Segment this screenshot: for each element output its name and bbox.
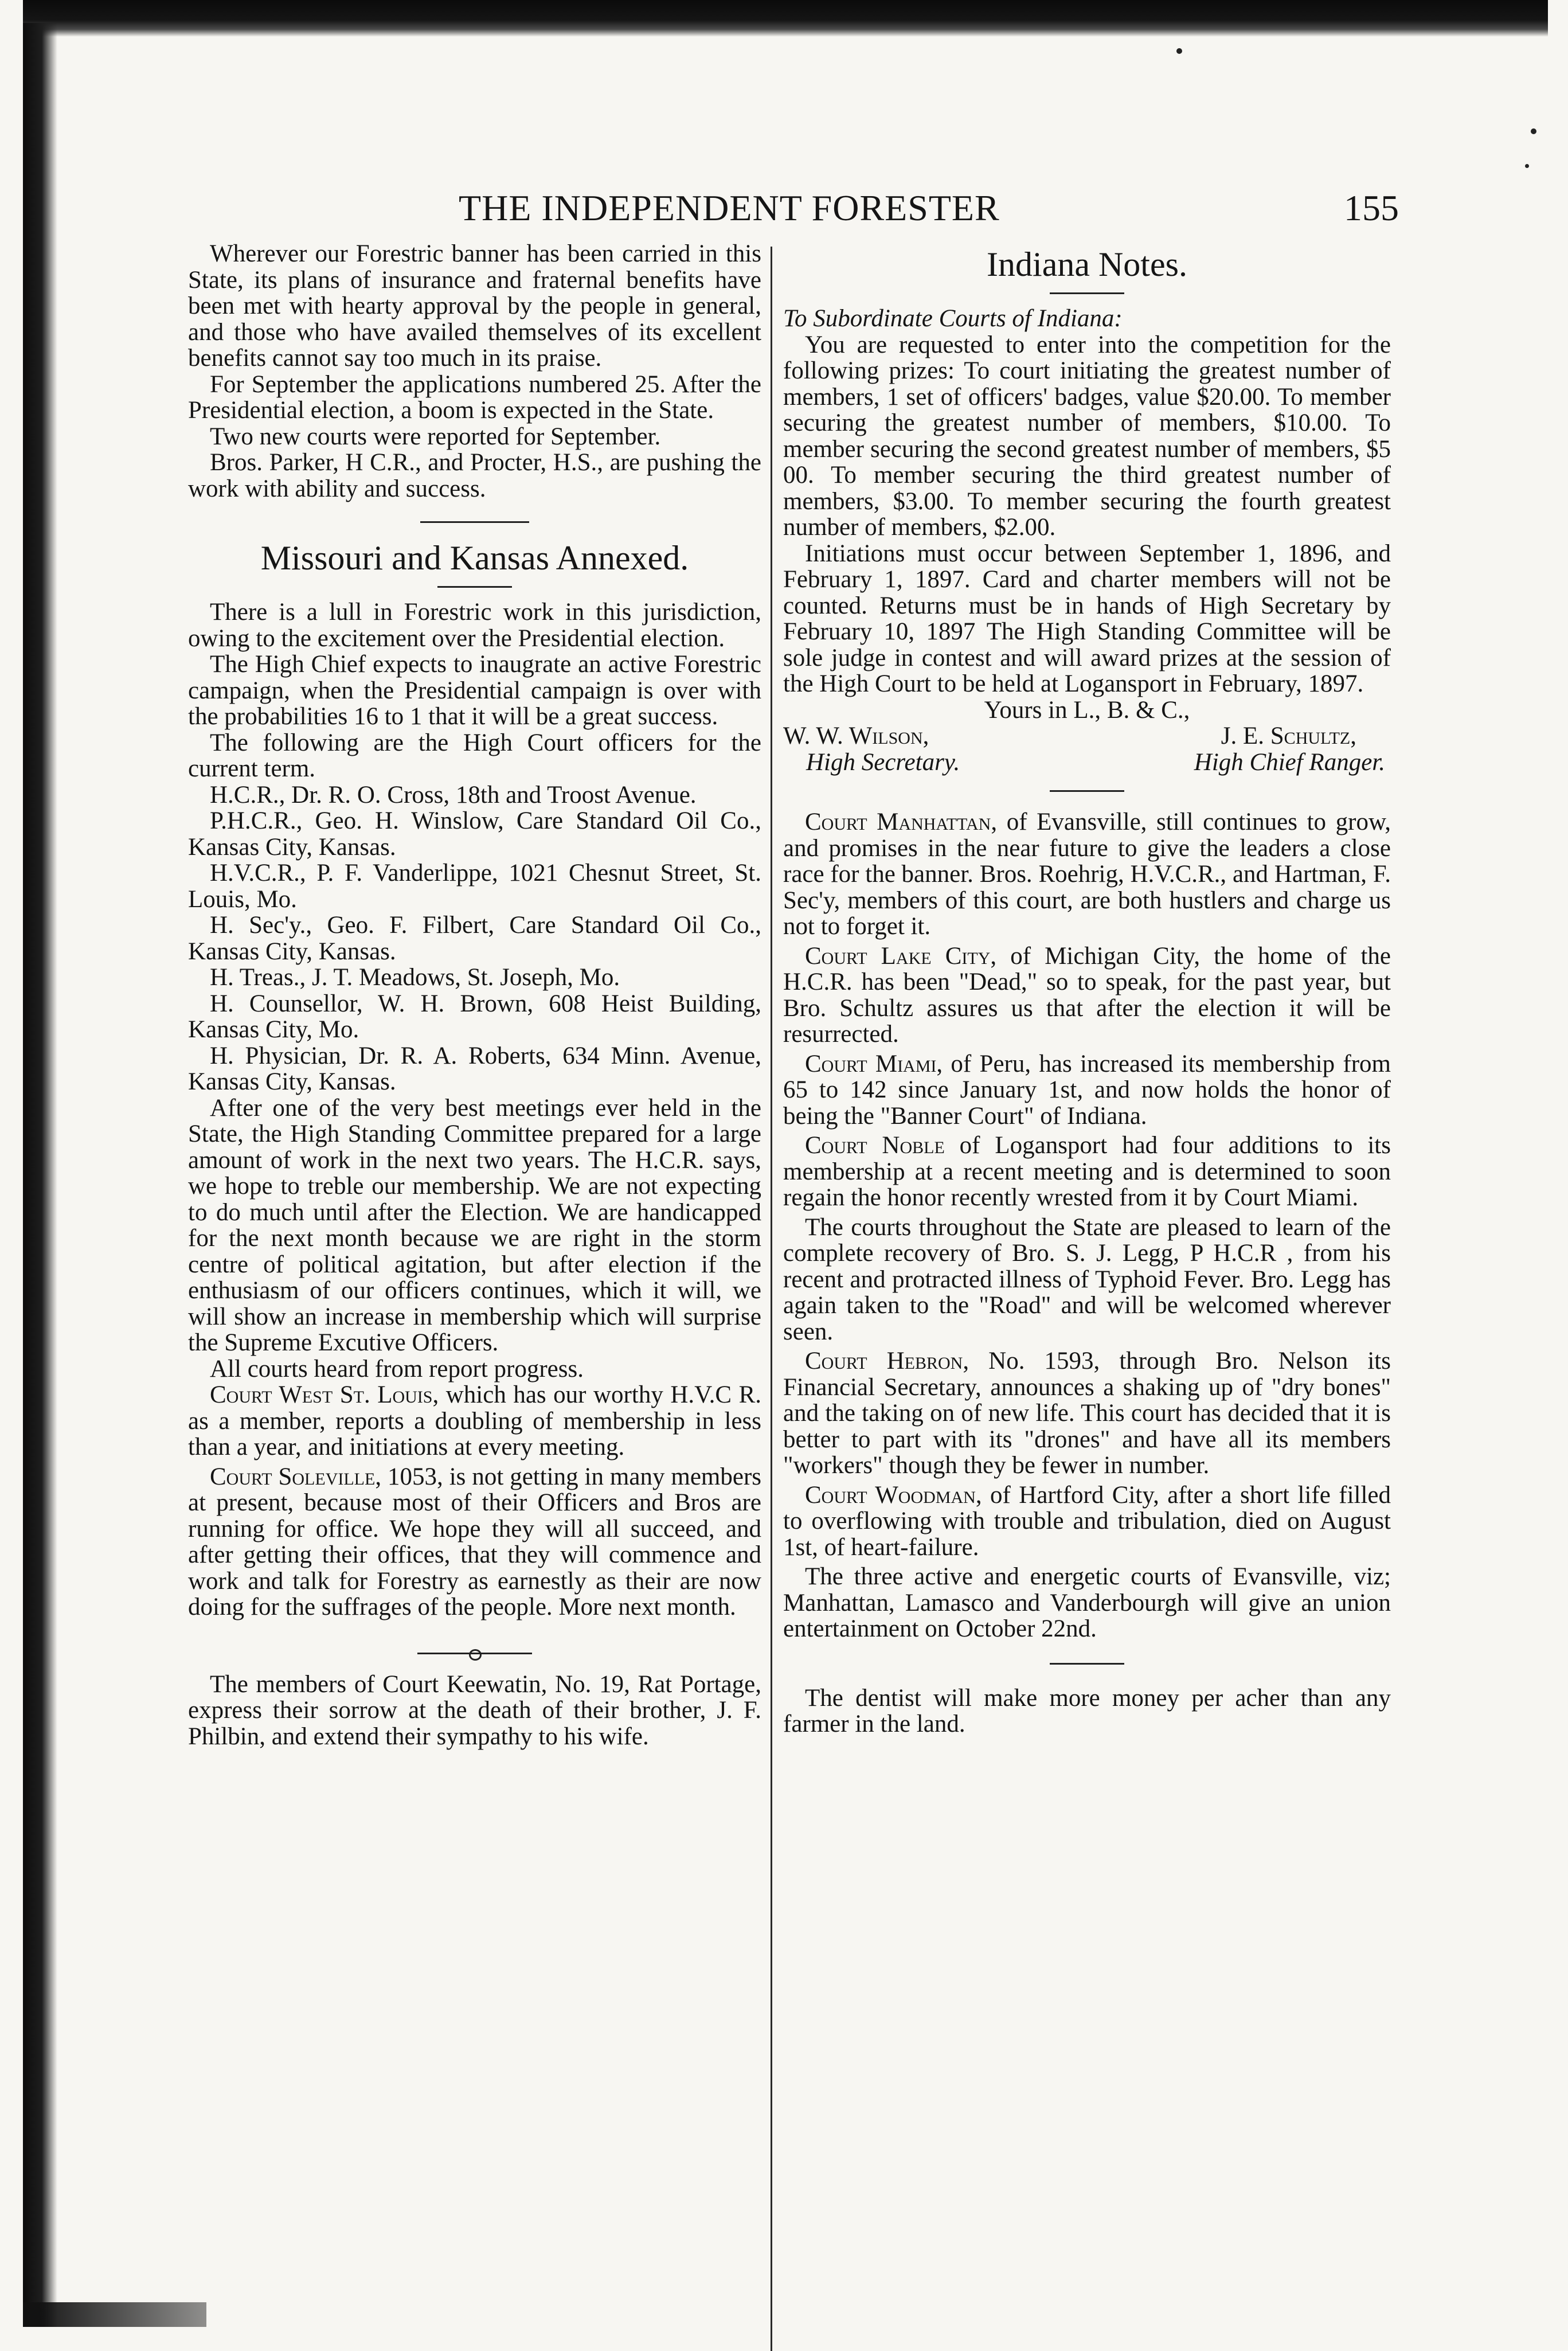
court-item (783, 1482, 1391, 1561)
right-column (783, 241, 1391, 1737)
court-item (783, 1132, 1391, 1211)
officer-entry: P.H.C.R., Geo. H. Winslow, Care Standard Oil Co., Kansas City, Kansas. (188, 807, 761, 861)
signature-names (783, 723, 1391, 749)
section-heading-missouri: Missouri and Kansas Annexed. (260, 539, 689, 577)
court-name: Court Noble (805, 1132, 945, 1159)
signature-titles (783, 749, 1391, 776)
court-text: of Logansport had four additions to its membership at a recent meeting and is determined to soon regain the honor recently wrested from it by Court Miami. (783, 1132, 1391, 1211)
heading-rule (437, 586, 512, 588)
paragraph: There is a lull in Forestric work in this jurisdiction, owing to the excitement over the Presidential election. (188, 599, 761, 652)
officer-entry: H. Physician, Dr. R. A. Roberts, 634 Minn. Avenue, Kansas City, Kansas. (188, 1042, 761, 1095)
court-text: The courts throughout the State are pleased to learn of the complete recovery of Bro. S. J. Legg, P H.C.R , from his recent and protracted illness of Typhoid Fever. Bro. Legg has again taken to the "Road" and will be welcomed wherever seen. (783, 1213, 1391, 1345)
paragraph: Bros. Parker, H C.R., and Procter, H.S., are pushing the work with ability and success. (188, 449, 761, 502)
paragraph: The following are the High Court officers for the current term. (188, 729, 761, 782)
court-text: , 1053, is not getting in many members at present, because most of their Officers and Bros are running for office. We hope they will all succeed, and after getting their offices, that they will commence and work and talk for Forestry as earnestly as their are now doing for the suffrages of the people. More next month. (188, 1463, 762, 1620)
scan-border-bottom (23, 2302, 206, 2327)
court-text: The three active and energetic courts of Evansville, viz; Manhattan, Lamasco and Vanderbourgh will give an union entertainment on October 22nd. (783, 1563, 1391, 1642)
signature-title: High Chief Ranger. (1194, 748, 1385, 776)
paragraph: Initiations must occur between September 1, 1896, and February 1, 1897. Card and charter members will not be counted. Returns must be in hands of High Secretary by February 10, 1897 The High Standing Committee will be sole judge in contest and will award prizes at the session of the High Court to be held at Logansport in February, 1897. (783, 540, 1391, 697)
officer-entry: H. Counsellor, W. H. Brown, 608 Heist Building, Kansas City, Mo. (188, 990, 761, 1043)
court-text: , of Hartford City, after a short life filled to overflowing with trouble and tribulation, died on August 1st, of heart-failure. (783, 1481, 1391, 1561)
court-name: Court Hebron (805, 1348, 963, 1374)
scan-speck (1531, 128, 1536, 134)
court-text: , No. 1593, through Bro. Nelson its Financial Secretary, announces a shaking up of "dry bones" and the taking on of new life. This court has decided that it is better to part with its "drones" and have all its members "workers" though they be fewer in number. (783, 1348, 1391, 1479)
court-item (783, 1348, 1391, 1479)
court-item (783, 1564, 1391, 1642)
court-name: Court Manhattan (805, 809, 991, 835)
paragraph: You are requested to enter into the competition for the following prizes: To court initiating the greatest number of members, 1 set of officers' badges, value $20.00. To member securing the greatest number of members, $10.00. To member securing the second greatest number of members, $5 00. To member securing the third greatest number of members, $3.00. To member securing the fourth greatest number of members, $2.00. (783, 331, 1391, 541)
court-name: Court Lake City (805, 942, 991, 970)
ornamental-divider (417, 1653, 532, 1654)
court-item (188, 1382, 761, 1460)
closing-line: Yours in L., B. & C., (984, 696, 1190, 724)
court-item (783, 1051, 1391, 1130)
paragraph: For September the applications numbered 25. After the Presidential election, a boom is expected in the State. (188, 370, 761, 424)
column-rule (771, 247, 772, 2351)
court-item (783, 1214, 1391, 1345)
closing-note: The dentist will make more money per acher than any farmer in the land. (783, 1684, 1391, 1737)
paragraph: Two new courts were reported for September. (210, 423, 661, 450)
section-heading-indiana: Indiana Notes. (987, 245, 1187, 283)
court-name: Court West St. Louis (210, 1381, 433, 1408)
officer-entry: H.V.C.R., P. F. Vanderlippe, 1021 Chesnut Street, St. Louis, Mo. (188, 860, 761, 913)
court-text: , of Evansville, still continues to grow, and promises in the near future to give the leaders a close race for the banner. Bros. Roehrig, H.V.C.R., and Hartman, F. Sec'y, members of this court, are both hustlers and charge us not to forget it. (783, 809, 1391, 940)
section-rule (1050, 790, 1124, 792)
paragraph: The High Chief expects to inaugrate an active Forestric campaign, when the Presidential campaign is over with the probabilities 16 to 1 that it will be a great success. (188, 651, 761, 730)
court-item (783, 943, 1391, 1048)
paragraph: Wherever our Forestric banner has been carried in this State, its plans of insurance and fraternal benefits have been met with hearty approval by the people in general, and those who have availed themselves of its excellent benefits cannot say too much in its praise. (188, 240, 761, 372)
page-number: 155 (1344, 188, 1399, 228)
court-item (188, 1464, 761, 1620)
journal-title: THE INDEPENDENT FORESTER (459, 188, 1000, 228)
running-head (189, 187, 1399, 244)
left-column (188, 241, 761, 1749)
court-item (783, 809, 1391, 940)
court-text: , of Peru, has increased its membership from 65 to 142 since January 1st, and now holds the honor of being the "Banner Court" of Indiana. (783, 1050, 1391, 1130)
salutation: To Subordinate Courts of Indiana: (783, 305, 1123, 332)
court-text: , of Michigan City, the home of the H.C.R. has been "Dead," so to speak, for the past year, but Bro. Schultz assures us that after the election it will be resurrected. (783, 942, 1391, 1048)
court-name: Court Miami (805, 1050, 937, 1077)
signature-title: High Secretary. (806, 748, 960, 776)
officer-entry: H. Sec'y., Geo. F. Filbert, Care Standard Oil Co., Kansas City, Kansas. (188, 912, 761, 965)
heading-rule (1050, 292, 1124, 294)
paragraph: After one of the very best meetings ever held in the State, the High Standing Committee prepared for a large amount of work in the next two years. The H.C.R. says, we hope to treble our membership. We are not expecting to do much until after the Election. We are handicapped for the next month because we are right in the storm centre of political agitation, but after election if the enthusiasm of our officers continues, which it will, we will show an increase in membership which will surprise the Supreme Excutive Officers. (188, 1094, 761, 1356)
scan-speck (1525, 164, 1529, 168)
officer-entry: H. Treas., J. T. Meadows, St. Joseph, Mo. (210, 964, 620, 991)
scan-border-top (23, 0, 1548, 37)
court-name: Court Soleville (210, 1463, 376, 1490)
paragraph: All courts heard from report progress. (210, 1355, 584, 1383)
court-text: , which has our worthy H.V.C R. as a member, reports a doubling of membership in less than a year, and initiations at every meeting. (188, 1381, 762, 1460)
paragraph: The members of Court Keewatin, No. 19, Rat Portage, express their sorrow at the death of their brother, J. F. Philbin, and extend their sympathy to his wife. (188, 1670, 761, 1750)
signature-name: W. W. Wilson, (783, 723, 929, 749)
officer-entry: H.C.R., Dr. R. O. Cross, 18th and Troost Avenue. (210, 781, 697, 809)
section-divider (420, 521, 529, 523)
court-name: Court Woodman (805, 1481, 976, 1509)
scan-speck (1176, 48, 1182, 54)
scan-border-left (23, 23, 57, 2327)
section-rule (1050, 1663, 1124, 1665)
signature-name: J. E. Schultz, (1221, 723, 1356, 749)
